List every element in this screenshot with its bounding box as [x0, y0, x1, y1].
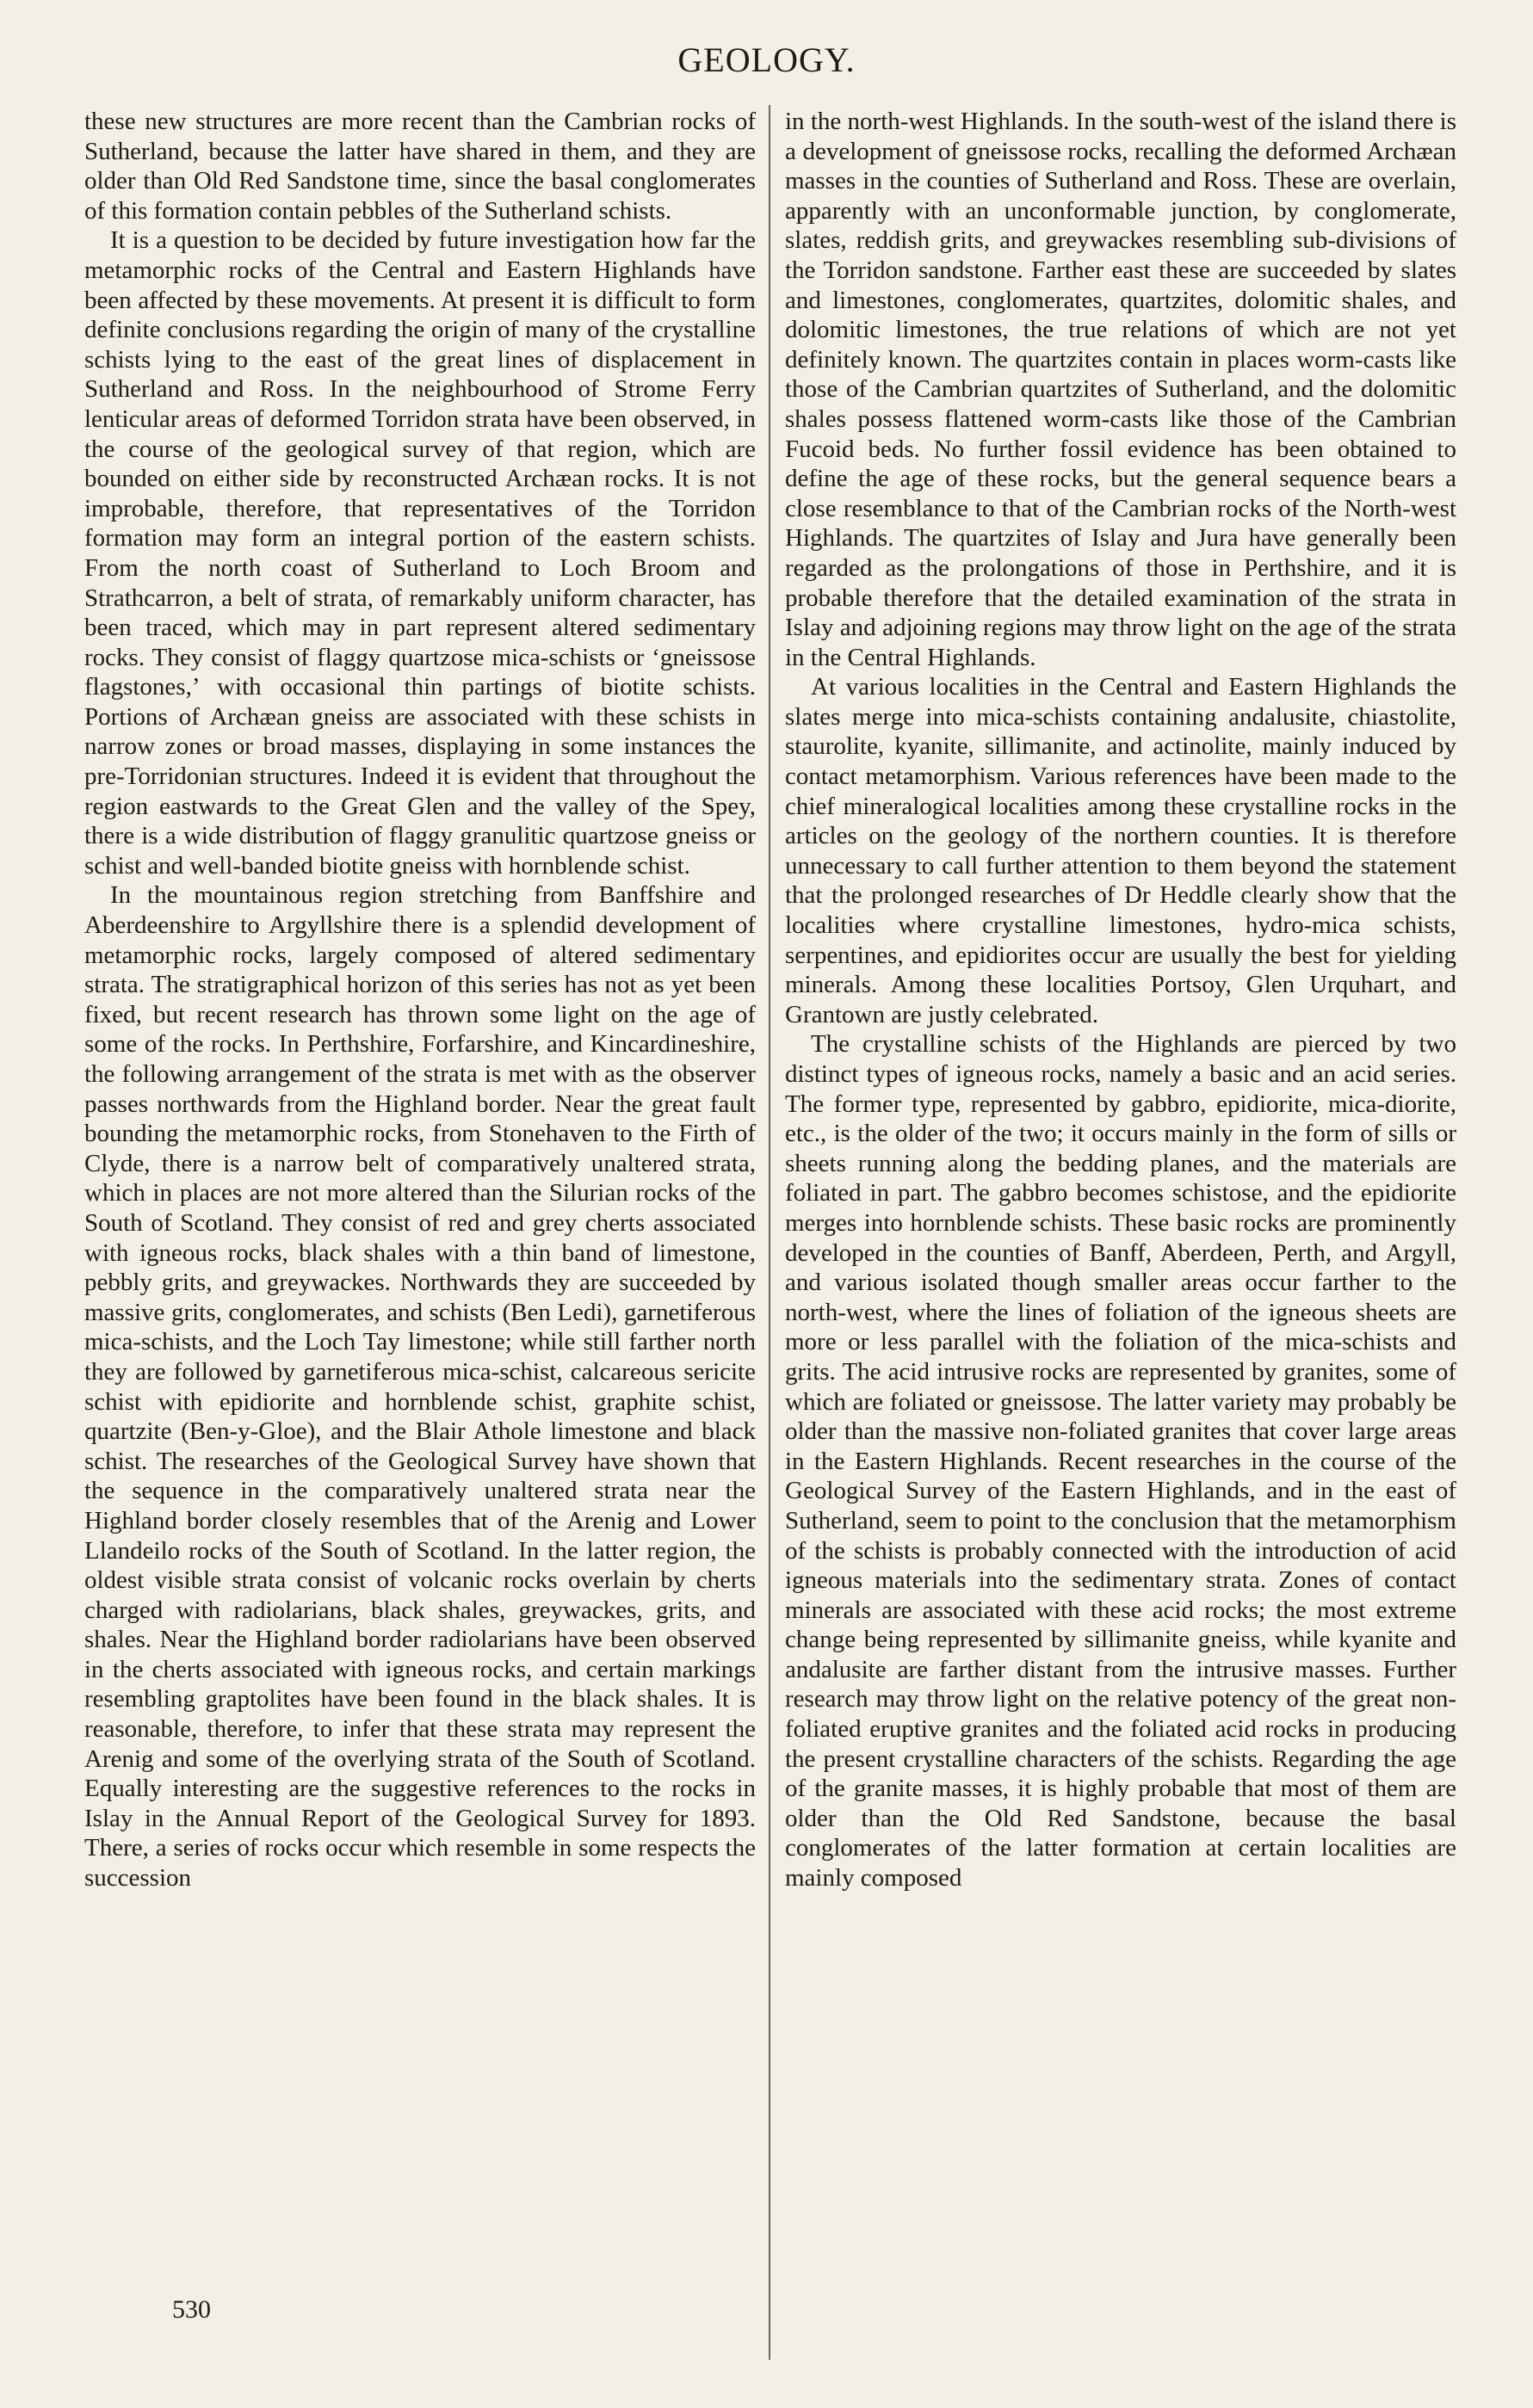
page-number: 530 — [172, 2295, 211, 2324]
paragraph: It is a question to be decided by future investigation how far the metamorphic rocks of the Central and Eastern Highlands have been affected by these movements. At present it is difficult to form definite conclusions regarding the origin of many of the crystalline schists lying to the east of the great lines of displacement in Sutherland and Ross. In the neighbourhood of Strome Ferry lenticular areas of deformed Torridon strata have been observed, in the course of the geological survey of that region, which are bounded on either side by reconstructed Archæan rocks. It is not improbable, therefore, that representatives of the Torridon formation may form an integral portion of the eastern schists. From the north coast of Sutherland to Loch Broom and Strathcarron, a belt of strata, of remarkably uniform character, has been traced, which may in part represent altered sedimentary rocks. They consist of flaggy quartzose mica-schists or ‘gneissose flagstones,’ with occasional thin partings of biotite schists. Portions of Archæan gneiss are associated with these schists in narrow zones or broad masses, displaying in some instances the pre-Torridonian structures. Indeed it is evident that throughout the region eastwards to the Great Glen and the valley of the Spey, there is a wide distribution of flaggy granulitic quartzose gneiss or schist and well-banded biotite gneiss with hornblende schist. — [84, 226, 756, 880]
paragraph: The crystalline schists of the Highlands are pierced by two distinct types of igneous rocks, namely a basic and an acid series. The former type, represented by gabbro, epidiorite, mica-diorite, etc., is the older of the two; it occurs mainly in the form of sills or sheets running along the bedding planes, and the materials are foliated in part. The gabbro becomes schistose, and the epidiorite merges into hornblende schists. These basic rocks are prominently developed in the counties of Banff, Aberdeen, Perth, and Argyll, and various isolated though smaller areas occur farther to the north-west, where the lines of foliation of the igneous sheets are more or less parallel with the foliation of the mica-schists and grits. The acid intrusive rocks are represented by granites, some of which are foliated or gneissose. The latter variety may probably be older than the massive non-foliated granites that cover large areas in the Eastern Highlands. Recent researches in the course of the Geological Survey of the Eastern Highlands, and in the east of Sutherland, seem to point to the conclusion that the metamorphism of the schists is probably connected with the introduction of acid igneous materials into the sedimentary strata. Zones of contact minerals are associated with these acid rocks; the most extreme change being represented by sillimanite gneiss, while kyanite and andalusite are farther distant from the intrusive masses. Further research may throw light on the relative potency of the great non-foliated eruptive granites and the foliated acid rocks in producing the present crystalline characters of the schists. Regarding the age of the granite masses, it is highly probable that most of them are older than the Old Red Sandstone, because the basal conglomerates of the latter formation at certain localities are mainly composed — [785, 1030, 1456, 1892]
paragraph: In the mountainous region stretching from Banffshire and Aberdeenshire to Argyllshire there is a splendid development of metamorphic rocks, largely composed of altered sedimentary strata. The stratigraphical horizon of this series has not as yet been fixed, but recent research has thrown some light on the age of some of the rocks. In Perthshire, Forfarshire, and Kincardineshire, the following arrangement of the strata is met with as the observer passes northwards from the Highland border. Near the great fault bounding the metamorphic rocks, from Stonehaven to the Firth of Clyde, there is a narrow belt of comparatively unaltered strata, which in places are not more altered than the Silurian rocks of the South of Scotland. They consist of red and grey cherts associated with igneous rocks, black shales with a thin band of limestone, pebbly grits, and greywackes. Northwards they are succeeded by massive grits, conglomerates, and schists (Ben Ledi), garnetiferous mica-schists, and the Loch Tay limestone; while still farther north they are followed by garnetiferous mica-schist, calcareous sericite schist with epidiorite and hornblende schist, graphite schist, quartzite (Ben-y-Gloe), and the Blair Athole limestone and black schist. The researches of the Geological Survey have shown that the sequence in the comparatively unaltered strata near the Highland border closely resembles that of the Arenig and Lower Llandeilo rocks of the South of Scotland. In the latter region, the oldest visible strata consist of volcanic rocks overlain by cherts charged with radiolarians, black shales, greywackes, grits, and shales. Near the Highland border radiolarians have been observed in the cherts associated with igneous rocks, and certain markings resembling graptolites have been found in the black shales. It is reasonable, therefore, to infer that these strata may represent the Arenig and some of the overlying strata of the South of Scotland. Equally interesting are the suggestive references to the rocks in Islay in the Annual Report of the Geological Survey for 1893. There, a series of rocks occur which resemble in some respects the succession — [84, 881, 756, 1892]
paragraph: in the north-west Highlands. In the south-west of the island there is a development of gneissose rocks, recalling the deformed Archæan masses in the counties of Sutherland and Ross. These are overlain, apparently with an unconformable junction, by conglomerate, slates, reddish grits, and greywackes resembling sub-divisions of the Torridon sandstone. Farther east these are succeeded by slates and limestones, conglomerates, quartzites, dolomitic shales, and dolomitic limestones, the true relations of which are not yet definitely known. The quartzites contain in places worm-casts like those of the Cambrian quartzites of Sutherland, and the dolomitic shales possess flattened worm-casts like those of the Cambrian Fucoid beds. No further fossil evidence has been obtained to define the age of these rocks, but the general sequence bears a close resemblance to that of the Cambrian rocks of the North-west Highlands. The quartzites of Islay and Jura have generally been regarded as the prolongations of those in Perthshire, and it is probable therefore that the detailed examination of the strata in Islay and adjoining regions may throw light on the age of the strata in the Central Highlands. — [785, 108, 1456, 671]
left-column — [84, 107, 756, 2310]
paragraph: At various localities in the Central and Eastern Highlands the slates merge into mica-schists containing andalusite, chiastolite, staurolite, kyanite, sillimanite, and actinolite, mainly induced by contact metamorphism. Various references have been made to the chief mineralogical localities among these crystalline rocks in the articles on the geology of the northern counties. It is therefore unnecessary to call further attention to them beyond the statement that the prolonged researches of Dr Heddle clearly show that the localities where crystalline limestones, hydro-mica schists, serpentines, and epidiorites occur are usually the best for yielding minerals. Among these localities Portsoy, Glen Urquhart, and Grantown are justly celebrated. — [785, 673, 1456, 1028]
paragraph: these new structures are more recent than the Cambrian rocks of Sutherland, because the latter have shared in them, and they are older than Old Red Sandstone time, since the basal conglomerates of this formation contain pebbles of the Sutherland schists. — [84, 108, 756, 225]
right-column — [785, 107, 1456, 2310]
running-header: GEOLOGY. — [677, 40, 856, 79]
column-divider — [769, 105, 770, 2360]
